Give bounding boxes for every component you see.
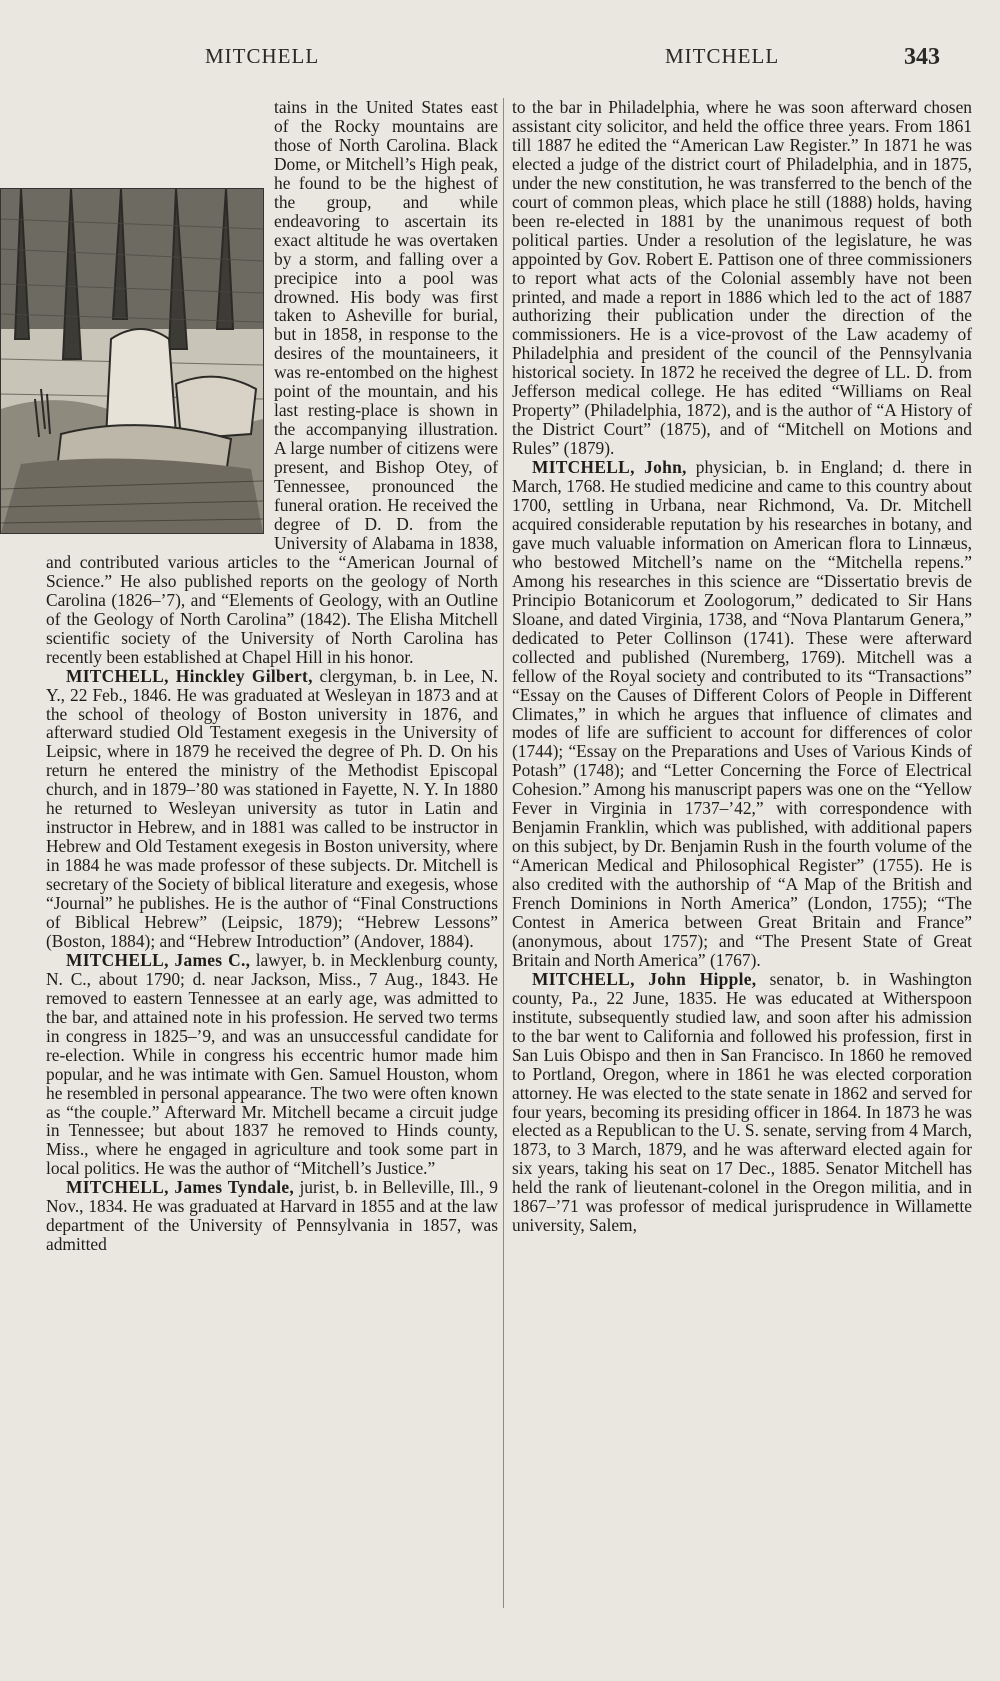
entry-text: clergyman, b. in Lee, N. Y., 22 Feb., 1846. He was graduated at Wesleyan in 1873 and at the school of theology of Boston university in 1876, and afterward studied Old Testament exegesis in the University of Leipsic, where in 1879 he received the degree of Ph. D. On his return he entered the ministry of the Methodist Episcopal church, and in 1879–’80 was stationed in Fayette, N. Y. In 1880 he returned to Wesleyan university as tutor in Latin and instructor in Hebrew, and in 1881 was called to be instructor in Hebrew and Old Testament exegesis in Boston university, where in 1884 he was made professor of these subjects. Dr. Mitchell is secretary of the Society of biblical literature and exegesis, whose “Journal” he publishes. He is the author of “Final Constructions of Biblical Hebrew” (Leipsic, 1879); “Hebrew Lessons” (Boston, 1884); and “Hebrew Introduction” (Andover, 1884). [46,665,498,951]
elisha-mitchell-continuation: tains in the United States east of the Rocky mountains are those of North Carolina. Black Dome, or Mitchell’s High peak, he found to be the highest of the group, and while endeavoring to ascertain its exact altitude he was overtaken by a storm, and falling over a precipice into a pool was drowned. His body was first taken to Asheville for burial, but in 1858, in response to the desires of the mountaineers, it was re-entombed on the highest point of the mountain, and his last resting-place is shown in the accompanying illustration. A large number of citizens were present, and Bishop Otey, of Tennessee, pronounced the funeral oration. He received the degree of D. D. from the University of Alabama in 1838, and contributed various articles to the “American Journal of Science.” He also published reports on the geology of North Carolina (1826–’7), and “Elements of Geology, with an Outline of the Geology of North Carolina” (1842). The Elisha Mitchell scientific society of the University of North Carolina has recently been established at Chapel Hill in his honor. [46,97,498,667]
entry-james-tyndale-mitchell [46,1178,498,1254]
headword: MITCHELL, Hinckley Gilbert, [66,665,313,686]
entry-text: physician, b. in England; d. there in March, 1768. He studied medicine and came to this country about 1700, settling in Urbana, near Richmond, Va. Dr. Mitchell acquired considerable reputation by his researches in botany, and gave much valuable information on American flora to Linnæus, who bestowed Mitchell’s name on the “Mitchella repens.” Among his researches in this science are “Dissertatio brevis de Principio Botanicorum et Zoologorum,” dedicated to Sir Hans Sloane, and dated Virginia, 1738, and “Nova Plantarum Genera,” dedicated to Peter Collinson (1741). These were afterward collected and published (Nuremberg, 1769). Mitchell was a fellow of the Royal society and contributed to its “Transactions” “Essay on the Causes of Different Colors of People in Different Climates,” in which he argues that influence of climates and modes of life are sufficient to account for differences of color (1744); “Essay on the Preparations and Uses of Various Kinds of Potash” (1748); and “Letter Concerning the Force of Electrical Cohesion.” Among his manuscript papers was one on the “Yellow Fever in Virginia in 1737–’42,” with correspondence with Benjamin Franklin, which was published, with additional papers on this subject, by Dr. Benjamin Rush in the fourth volume of the “American Medical and Philosophical Register” (1755). He is also credited with the authorship of “A Map of the British and French Dominions in North America” (London, 1755); “The Contest in America between Great Britain and France” (anonymous, about 1757); and “The Present State of Great Britain and North America” (1767). [512,457,972,970]
left-column [46,98,498,1254]
headword: MITCHELL, James C., [66,949,251,970]
entry-john-hipple-mitchell [512,970,972,1235]
headword: MITCHELL, John Hipple, [532,968,757,989]
page-number: 343 [904,44,940,70]
entry-james-c-mitchell [46,951,498,1178]
column-divider [503,98,504,1608]
running-head-center: MITCHELL [665,44,780,68]
headword: MITCHELL, James Tyndale, [66,1177,295,1198]
entry-text: lawyer, b. in Mecklenburg county, N. C., about 1790; d. near Jackson, Miss., 7 Aug., 1843. He removed to eastern Tennessee at an early age, was admitted to the bar, and attained note in his profession. He served two terms in congress in 1825–’9, and was an unsuccessful candidate for re-election. While in congress his eccentric humor made him popular, and he was intimate with Gen. Samuel Houston, whom he resembled in personal appearance. The two were often known as “the couple.” Afterward Mr. Mitchell became a circuit judge in Tennessee; but about 1837 he removed to Hinds county, Miss., where he engaged in agriculture and took some part in local politics. He was the author of “Mitchell’s Justice.” [46,949,499,1179]
mitchell-grave-illustration [0,188,264,534]
engraving-image [1,189,263,533]
running-head-left: MITCHELL [205,44,320,68]
entry-john-mitchell [512,458,972,970]
headword: MITCHELL, John, [532,457,687,478]
james-tyndale-continuation: to the bar in Philadelphia, where he was soon afterward chosen assistant city solicitor, and held the office three years. From 1861 till 1887 he edited the “American Law Register.” In 1871 he was elected a judge of the district court of Philadelphia, and in 1875, under the new constitution, he was transferred to the bench of the court of common pleas, which place he still (1888) holds, having been re-elected in 1881 by the unanimous request of both political parties. Under a resolution of the legislature, he was appointed by Gov. Robert E. Pattison one of three commissioners to report what acts of the Colonial assembly have not been printed, and made a report in 1886 which led to the act of 1887 authorizing their publication under the direction of the commissioners. He is a vice-provost of the Law academy of Philadelphia and president of the council of the Pennsylvania historical society. In 1872 he received the degree of LL. D. from Jefferson medical college. He has edited “Williams on Real Property” (Philadelphia, 1872), and is the author of “A History of the District Court” (1875), and of “Mitchell on Motions and Rules” (1879). [512,97,972,459]
entry-text: senator, b. in Washington county, Pa., 22 June, 1835. He was educated at Witherspoon institute, subsequently studied law, and soon after his admission to the bar went to California and followed his profession, first in San Luis Obispo and then in San Francisco. In 1860 he removed to Portland, Oregon, where in 1861 he was elected corporation attorney. He was elected to the state senate in 1862 and served for four years, becoming its presiding officer in 1864. In 1873 he was elected as a Republican to the U. S. senate, serving from 4 March, 1873, to 3 March, 1879, and he was afterward elected again for six years, taking his seat on 17 Dec., 1885. Senator Mitchell has held the rank of lieutenant-colonel in the Oregon militia, and in 1867–’71 was professor of medical jurisprudence in Willamette university, Salem, [512,968,972,1236]
right-column [512,98,972,1235]
entry-hinckley-gilbert-mitchell [46,667,498,951]
entry-text: jurist, b. in Belleville, Ill., 9 Nov., 1834. He was graduated at Harvard in 1855 and at the law department of the University of Pennsylvania in 1857, was admitted [46,1177,498,1255]
